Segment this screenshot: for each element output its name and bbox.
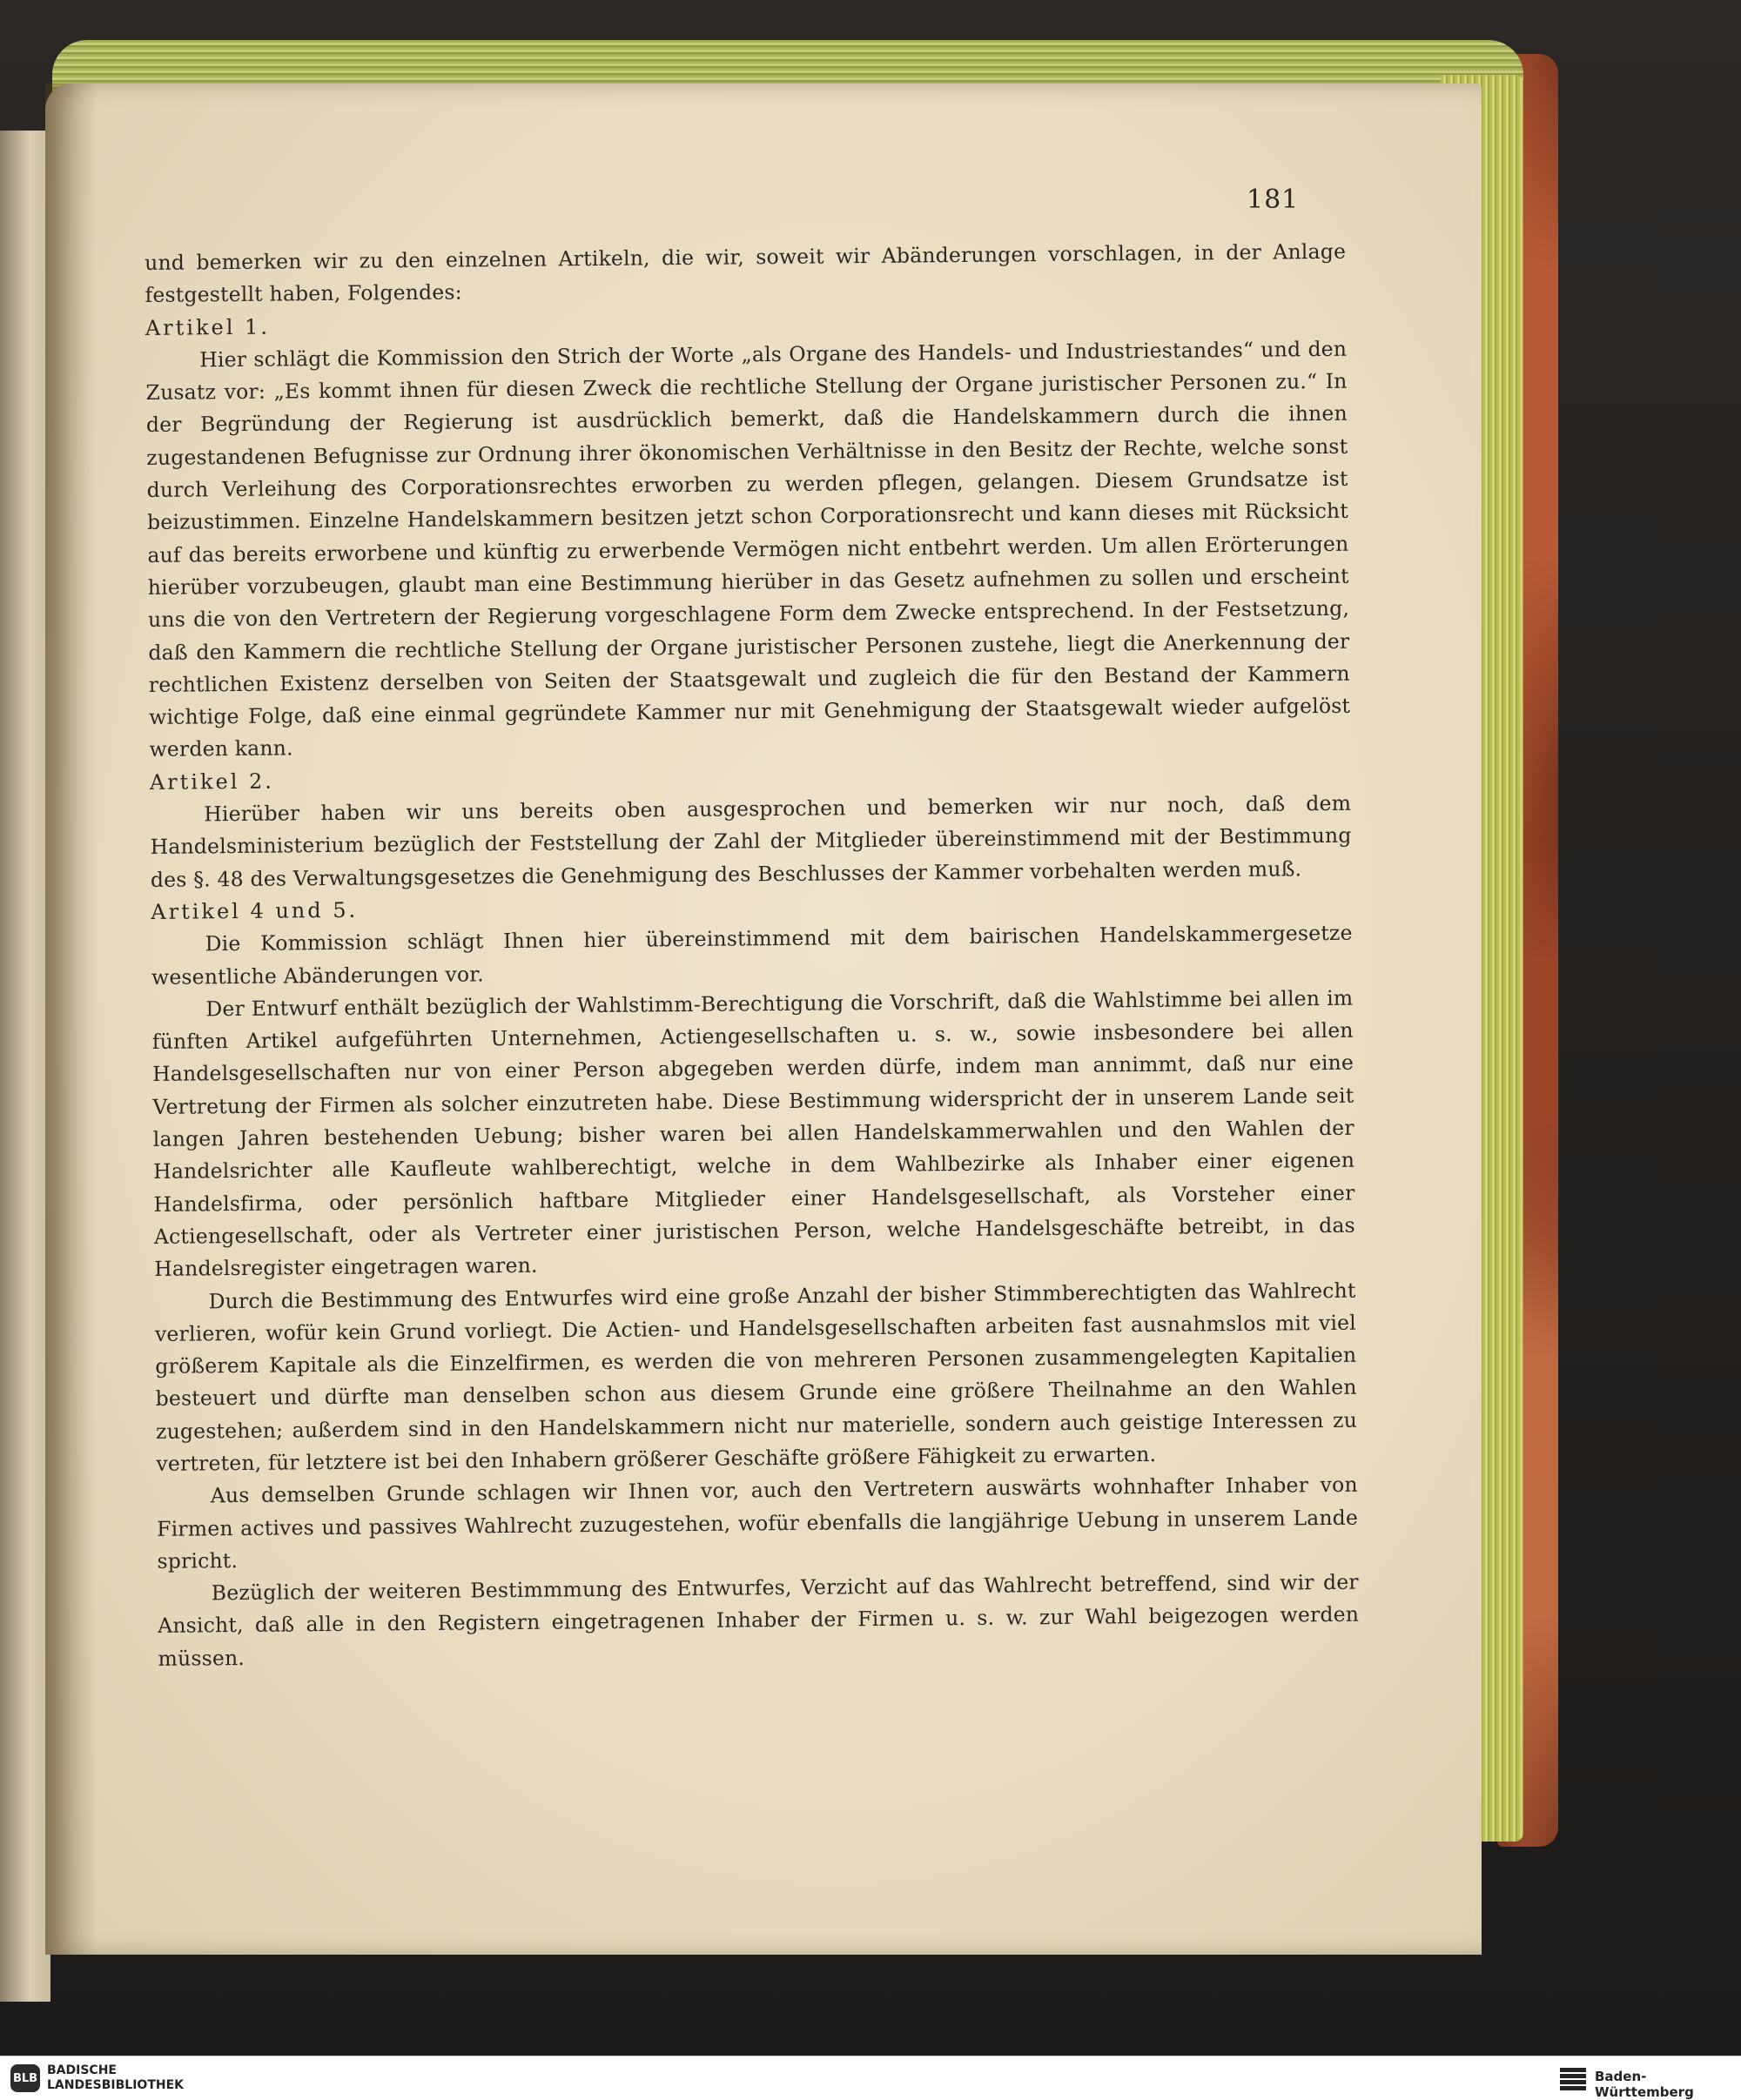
article-heading: Artikel 2. [149, 768, 275, 795]
page-number: 181 [1247, 185, 1300, 215]
library-name-line1: BADISCHE [47, 2063, 117, 2077]
body-paragraph: Die Kommission schlägt Ihnen hier übereinstimmend mit dem bairischen Handelskammergesetze wesentliche Abänderungen vor. [151, 920, 1353, 990]
left-facing-page [0, 131, 50, 2002]
footer-bar [0, 2056, 1741, 2100]
body-paragraph: Aus demselben Grunde schlagen wir Ihnen vor, auch den Vertretern auswärts wohnhafter Inhaber von Firmen actives und passives Wahlrecht zuzugestehen, wofür ebenfalls die langjährige Uebung in unserem Lande spricht. [157, 1472, 1359, 1573]
article-heading: Artikel 4 und 5. [151, 897, 359, 924]
coat-of-arms-icon[interactable] [1558, 2065, 1588, 2091]
body-paragraph: und bemerken wir zu den einzelnen Artikeln, die wir, soweit wir Abänderungen vorschlagen, in der Anlage festgestellt haben, Folgendes: [145, 238, 1347, 308]
body-paragraph: Der Entwurf enthält bezüglich der Wahlstimm-Berechtigung die Vorschrift, daß die Wahlstimme bei allen im fünften Artikel aufgeführten Unternehmen, Actiengesellschaften u. s. w., sowie insbesondere bei allen Handelsgesellschaften nur von einer Person abgegeben werden dürfe, indem man annimmt, daß nur eine Vertretung der Firmen als solcher einzutreten habe. Diese Bestimmung widerspricht der in unserem Lande seit langen Jahren bestehenden Uebung; bisher waren bei allen Handelskammerwahlen und den Wahlen der Handelsrichter alle Kaufleute wahlberechtigt, welche in dem Wahlbezirke als Inhaber einer eigenen Handelsfirma, oder persönlich haftbare Mitglieder einer Handelsgesellschaft, als Vorsteher einer Actiengesellschaft, oder als Vertreter einer juristischen Person, welche Handelsgeschäfte betreibt, in das Handelsregister eingetragen waren. [151, 985, 1355, 1282]
library-name[interactable] [47, 2063, 184, 2093]
body-paragraph: Hier schlägt die Kommission den Strich der Worte „als Organe des Handels- und Industriestandes“ und den Zusatz vor: „Es kommt ihnen für diesen Zweck die rechtliche Stellung der Organe juristischer Personen zu.“ In der Begründung der Regierung ist ausdrücklich bemerkt, daß die Handelskammern durch die ihnen zugestandenen Befugnisse zur Ordnung ihrer ökonomischen Verhältnisse in den Besitz der Rechte, welche sonst durch Verleihung des Corporationsrechtes erworben zu werden pflegen, gelangen. Diesem Grundsatze ist beizustimmen. Einzelne Handelskammern besitzen jetzt schon Corporationsrecht und kann dieses mit Rücksicht auf das bereits erworbene und künftig zu erwerbende Vermögen nicht entbehrt werden. Um allen Erörterungen hierüber vorzubeugen, glaubt man eine Bestimmung hierüber in das Gesetz aufnehmen zu sollen und erscheint uns die von den Vertretern der Regierung vorgeschlagene Form dem Zwecke entsprechend. In der Festsetzung, daß den Kammern die rechtliche Stellung der Organe juristischer Personen zustehe, liegt die Anerkennung der rechtlichen Existenz derselben von Seiten der Staatsgewalt und zugleich die für den Bestand der Kammern wichtige Folge, daß eine einmal gegründete Kammer nur mit Genehmigung der Staatsgewalt wieder aufgelöst werden kann. [145, 336, 1351, 762]
state-name[interactable]: Baden-Württemberg [1595, 2069, 1694, 2100]
page-text [145, 236, 1360, 1675]
library-name-line2: LANDESBIBLIOTHEK [47, 2078, 185, 2092]
blb-logo[interactable]: BLB [10, 2064, 40, 2092]
book-page [45, 84, 1482, 1955]
article-heading: Artikel 1. [145, 314, 271, 340]
body-paragraph: Hierüber haben wir uns bereits oben ausgesprochen und bemerken wir nur noch, daß dem Handelsministerium bezüglich der Feststellung der Zahl der Mitglieder übereinstimmend mit der Bestimmung des §. 48 des Verwaltungsgesetzes die Genehmigung des Beschlusses der Kammer vorbehalten werden muß. [150, 790, 1352, 892]
gutter-shadow [45, 84, 97, 1955]
body-paragraph: Bezüglich der weiteren Bestimmmung des Entwurfes, Verzicht auf das Wahlrecht betreffend, sind wir der Ansicht, daß alle in den Registern eingetragenen Inhaber der Firmen u. s. w. zur Wahl beigezogen werden müssen. [158, 1569, 1360, 1671]
body-paragraph: Durch die Bestimmung des Entwurfes wird eine große Anzahl der bisher Stimmberechtigten das Wahlrecht verlieren, wofür kein Grund vorliegt. Die Actien- und Handelsgesellschaften arbeiten fast ausnahmslos mit viel größerem Kapitale als die Einzelfirmen, es werden die von mehreren Personen zusammengelegten Kapitalien besteuert und dürfte man denselben schon aus diesem Grunde eine größere Theilnahme an den Wahlen zugestehen; außerdem sind in den Handelskammern nicht nur materielle, sondern auch geistige Interessen zu vertreten, für letztere ist bei den Inhabern größerer Geschäfte größere Fähigkeit zu erwarten. [154, 1278, 1358, 1476]
